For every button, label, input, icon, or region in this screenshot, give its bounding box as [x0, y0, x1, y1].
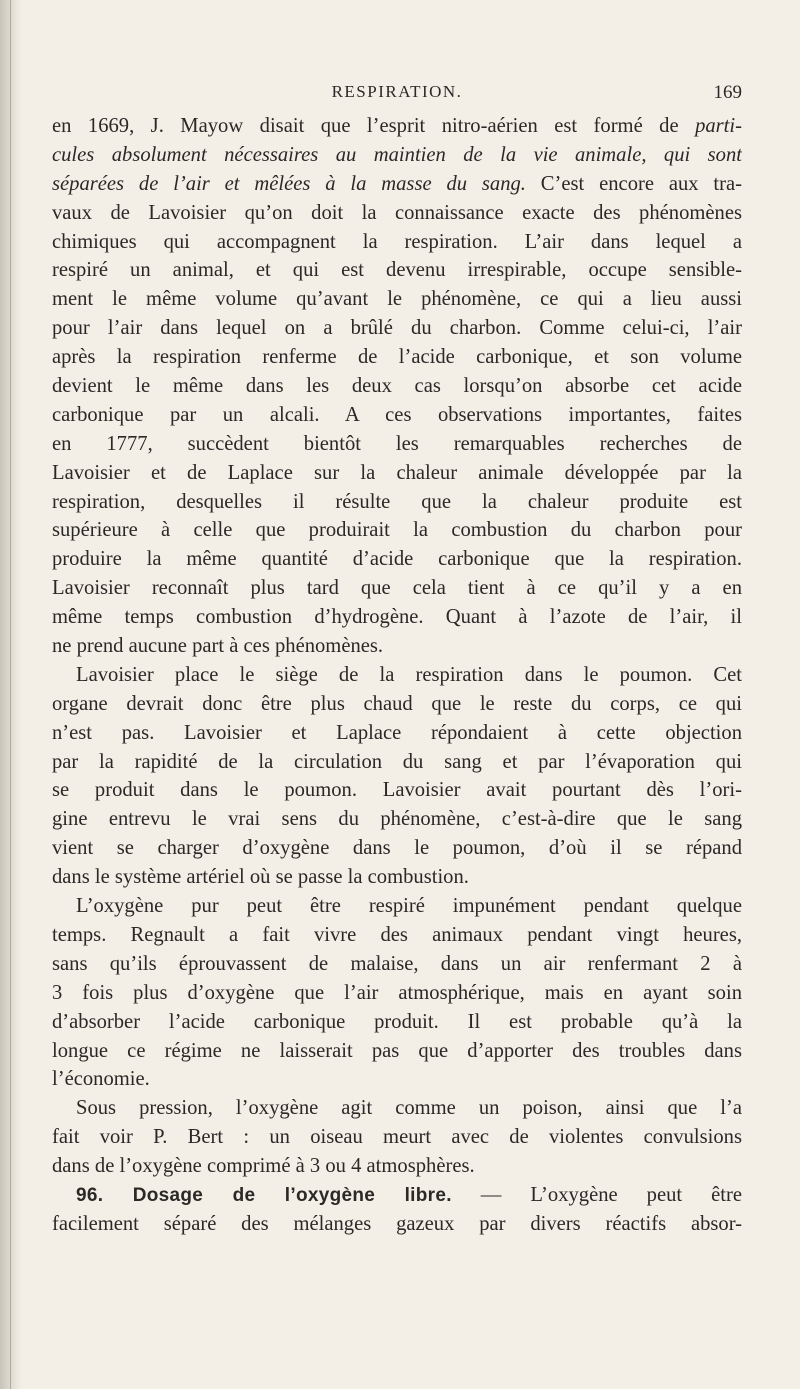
text-line: temps. Regnault a fait vivre des animaux pendant vingt heures, [52, 923, 742, 946]
text-line: longue ce régime ne laisserait pas que d’apporter des troubles dans [52, 1039, 742, 1062]
text-run: C’est encore aux tra- [525, 172, 742, 195]
running-header [52, 82, 742, 106]
text-line: ne prend aucune part à ces phénomènes. [52, 635, 384, 658]
text-line: dans de l’oxygène comprimé à 3 ou 4 atmosphères. [52, 1155, 475, 1178]
text-line: respiré un animal, et qui est devenu irrespirable, occupe sensible- [52, 259, 742, 282]
text-line: l’économie. [52, 1068, 150, 1091]
text-line: d’absorber l’acide carbonique produit. Il est probable qu’à la [52, 1010, 742, 1033]
running-title: RESPIRATION. [331, 82, 463, 101]
text-run: en 1669, J. Mayow disait que l’esprit nitro-aérien est formé de [52, 115, 696, 137]
text-line: en 1777, succèdent bientôt les remarquables recherches de [52, 432, 742, 455]
italic-run: séparées de l’air et mêlées à la masse du sang. [52, 172, 526, 195]
section-heading-line [52, 1181, 742, 1210]
body-text [52, 112, 742, 1239]
text-line: par la rapidité de la circulation du sang et par l’évaporation qui [52, 750, 742, 773]
text-line [52, 170, 742, 199]
text-line: gine entrevu le vrai sens du phénomène, c’est-à-dire que le sang [52, 808, 742, 831]
text-line: ment le même volume qu’avant le phénomène, ce qui a lieu aussi [52, 288, 742, 311]
text-line: 3 fois plus d’oxygène que l’air atmosphérique, mais en ayant soin [52, 981, 742, 1004]
text-line: L’oxygène pur peut être respiré impunément pendant quelque [76, 895, 742, 918]
text-line: supérieure à celle que produirait la combustion du charbon pour [52, 519, 742, 542]
text-line: fait voir P. Bert : un oiseau meurt avec de violentes convulsions [52, 1126, 742, 1149]
italic-run: parti- [695, 115, 742, 137]
binding-gutter [0, 0, 22, 1389]
text-line: Lavoisier place le siège de la respiration dans le poumon. Cet [76, 663, 742, 686]
section-heading: 96. Dosage de l’oxygène libre. [76, 1184, 452, 1206]
text-line: carbonique par un alcali. A ces observations importantes, faites [52, 403, 742, 426]
page-number: 169 [713, 82, 742, 103]
text-line [52, 112, 742, 141]
text-line: sans qu’ils éprouvassent de malaise, dans un air renfermant 2 à [52, 952, 742, 975]
text-line: pour l’air dans lequel on a brûlé du charbon. Comme celui-ci, l’air [52, 317, 742, 340]
text-line: après la respiration renferme de l’acide carbonique, et son volume [52, 346, 742, 369]
text-line: respiration, desquelles il résulte que la chaleur produite est [52, 490, 742, 513]
text-line: produire la même quantité d’acide carbonique que la respiration. [52, 548, 742, 571]
text-line: cules absolument nécessaires au maintien de la vie animale, qui sont [52, 143, 742, 166]
text-line: n’est pas. Lavoisier et Laplace répondaient à cette objection [52, 721, 742, 744]
text-line: Lavoisier et de Laplace sur la chaleur animale développée par la [52, 461, 742, 484]
text-line: se produit dans le poumon. Lavoisier avait pourtant dès l’ori- [52, 779, 742, 802]
text-line: chimiques qui accompagnent la respiration. L’air dans lequel a [52, 230, 742, 253]
text-line: Lavoisier reconnaît plus tard que cela tient à ce qu’il y a en [52, 577, 742, 600]
text-line: même temps combustion d’hydrogène. Quant à l’azote de l’air, il [52, 606, 742, 629]
text-line: vaux de Lavoisier qu’on doit la connaissance exacte des phénomènes [52, 201, 742, 224]
text-line: vient se charger d’oxygène dans le poumon, d’où il se répand [52, 837, 742, 860]
text-line: facilement séparé des mélanges gazeux par divers réactifs absor- [52, 1212, 742, 1235]
text-line: dans le système artériel où se passe la combustion. [52, 866, 469, 889]
text-line: organe devrait donc être plus chaud que le reste du corps, ce qui [52, 692, 742, 715]
text-line: Sous pression, l’oxygène agit comme un poison, ainsi que l’a [76, 1097, 742, 1120]
binding-edge-line [10, 0, 11, 1389]
text-run: — L’oxygène peut être [451, 1183, 742, 1206]
text-line: devient le même dans les deux cas lorsqu’on absorbe cet acide [52, 375, 742, 398]
